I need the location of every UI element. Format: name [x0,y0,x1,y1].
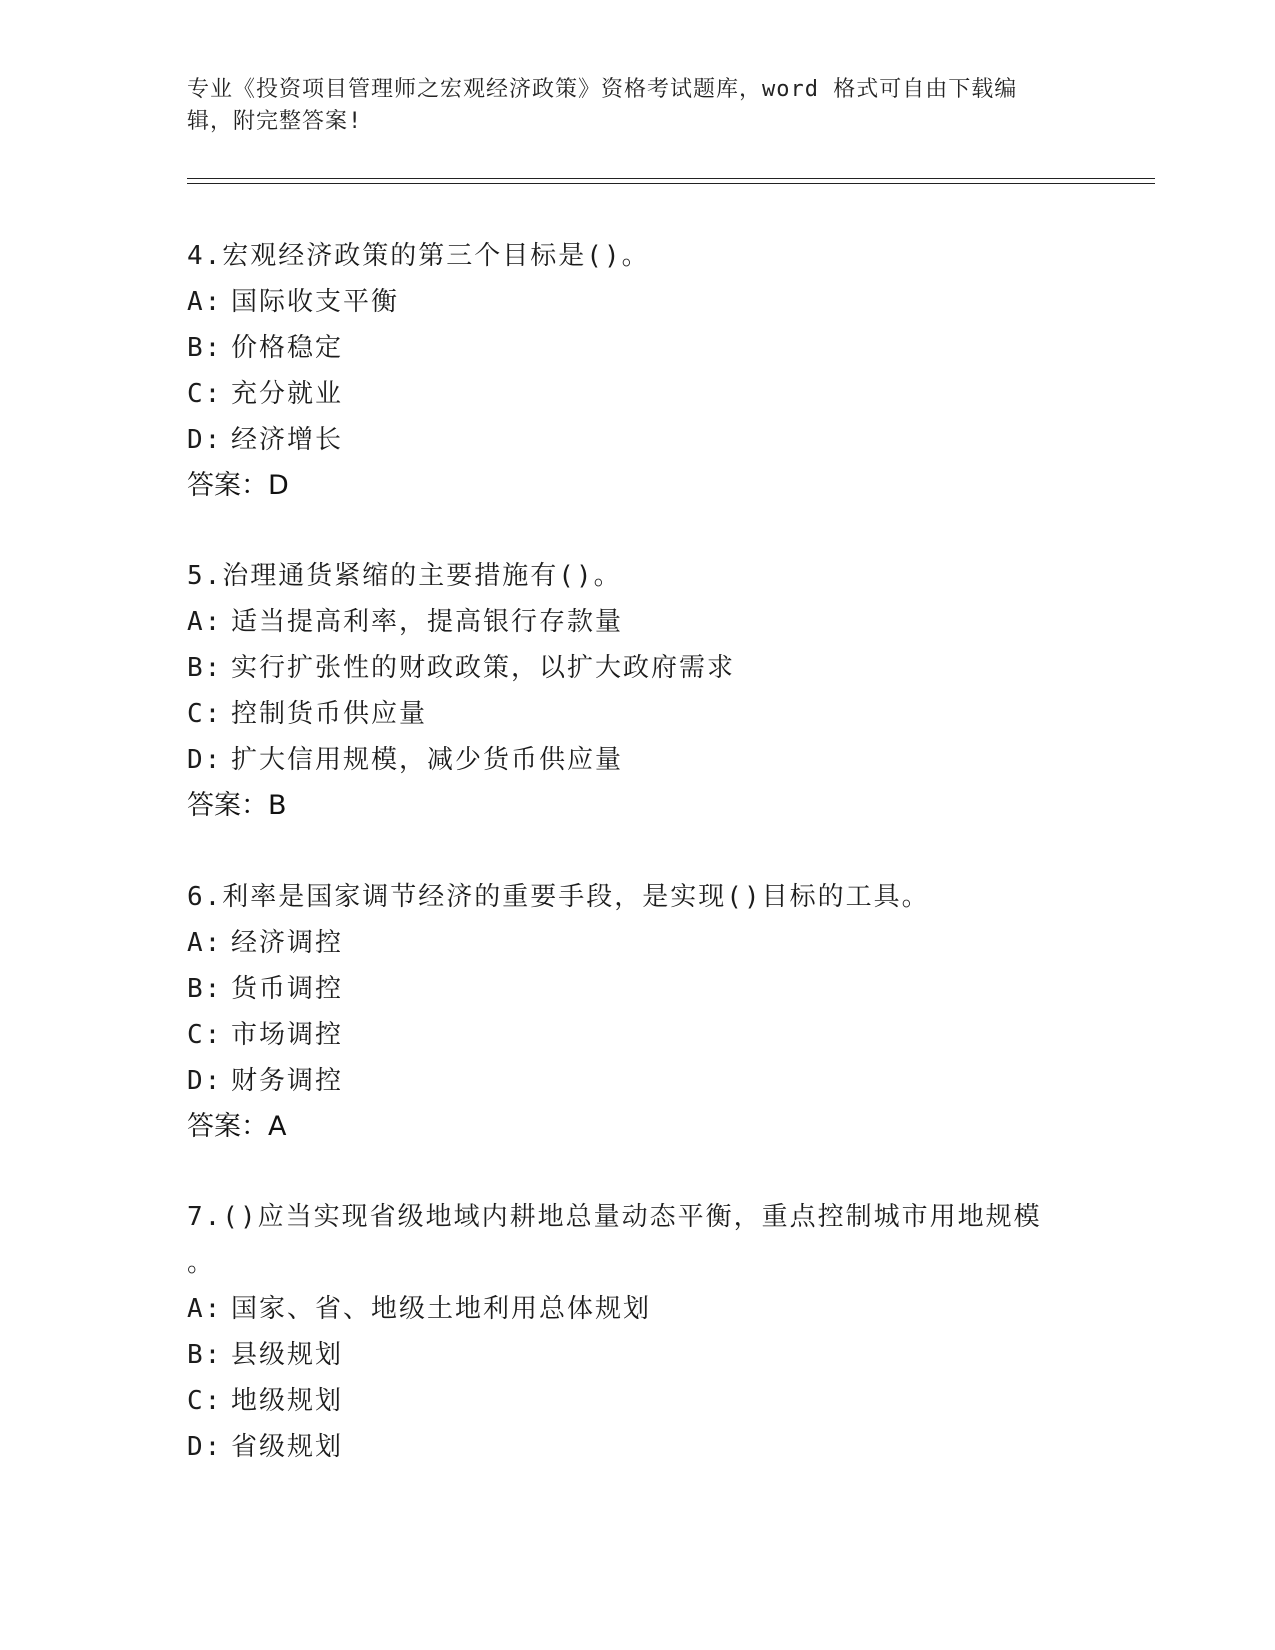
question-stem: 4.宏观经济政策的第三个目标是()。 [187,241,650,271]
option-d [187,1424,1187,1470]
option-letter: D: [187,745,223,775]
option-b [187,1332,1187,1378]
option-text: 经济增长 [231,425,344,455]
option-letter: B: [187,653,223,683]
option-c [187,1012,1187,1058]
option-c [187,371,1187,417]
option-letter: D: [187,425,223,455]
option-text: 货币调控 [231,974,344,1004]
option-text: 国家、省、地级土地利用总体规划 [231,1294,652,1324]
option-text: 经济调控 [231,928,344,958]
header-line-2: 辑，附完整答案! [187,109,363,134]
option-letter: D: [187,1066,223,1096]
option-d [187,417,1187,463]
option-text: 国际收支平衡 [231,287,400,317]
option-d [187,737,1187,783]
header-divider-bottom [187,183,1155,184]
option-letter: C: [187,699,223,729]
option-text: 市场调控 [231,1020,344,1050]
option-a [187,920,1187,966]
option-c [187,691,1187,737]
answer-line: 答案：B [187,790,287,821]
option-b [187,966,1187,1012]
option-letter: B: [187,333,223,363]
header-line-1: 专业《投资项目管理师之宏观经济政策》资格考试题库，word 格式可自由下载编 [187,77,1018,102]
option-text: 县级规划 [231,1340,344,1370]
option-letter: C: [187,1386,223,1416]
question-stem: 5.治理通货紧缩的主要措施有()。 [187,561,622,591]
question-6 [187,874,1187,1150]
option-c [187,1378,1187,1424]
option-b [187,325,1187,371]
option-letter: A: [187,287,223,317]
document-header [187,74,1087,138]
question-4 [187,233,1187,509]
option-letter: B: [187,974,223,1004]
question-stem: 7.()应当实现省级地域内耕地总量动态平衡，重点控制城市用地规模 [187,1202,1042,1232]
option-letter: A: [187,1294,223,1324]
question-stem-continued: 。 [187,1248,216,1278]
option-letter: A: [187,607,223,637]
option-text: 省级规划 [231,1432,344,1462]
option-text: 财务调控 [231,1066,344,1096]
option-letter: C: [187,1020,223,1050]
option-b [187,645,1187,691]
option-a [187,1286,1187,1332]
option-text: 控制货币供应量 [231,699,428,729]
option-text: 实行扩张性的财政政策，以扩大政府需求 [231,653,736,683]
question-stem: 6.利率是国家调节经济的重要手段，是实现()目标的工具。 [187,882,930,912]
question-5 [187,553,1187,829]
option-d [187,1058,1187,1104]
option-letter: A: [187,928,223,958]
option-text: 适当提高利率，提高银行存款量 [231,607,624,637]
header-divider-top [187,178,1155,179]
option-letter: B: [187,1340,223,1370]
option-a [187,599,1187,645]
option-text: 价格稳定 [231,333,344,363]
answer-line: 答案：D [187,470,289,501]
option-text: 扩大信用规模，减少货币供应量 [231,745,624,775]
option-text: 地级规划 [231,1386,344,1416]
option-letter: D: [187,1432,223,1462]
option-letter: C: [187,379,223,409]
option-text: 充分就业 [231,379,344,409]
question-7 [187,1194,1187,1470]
option-a [187,279,1187,325]
answer-line: 答案：A [187,1111,287,1142]
